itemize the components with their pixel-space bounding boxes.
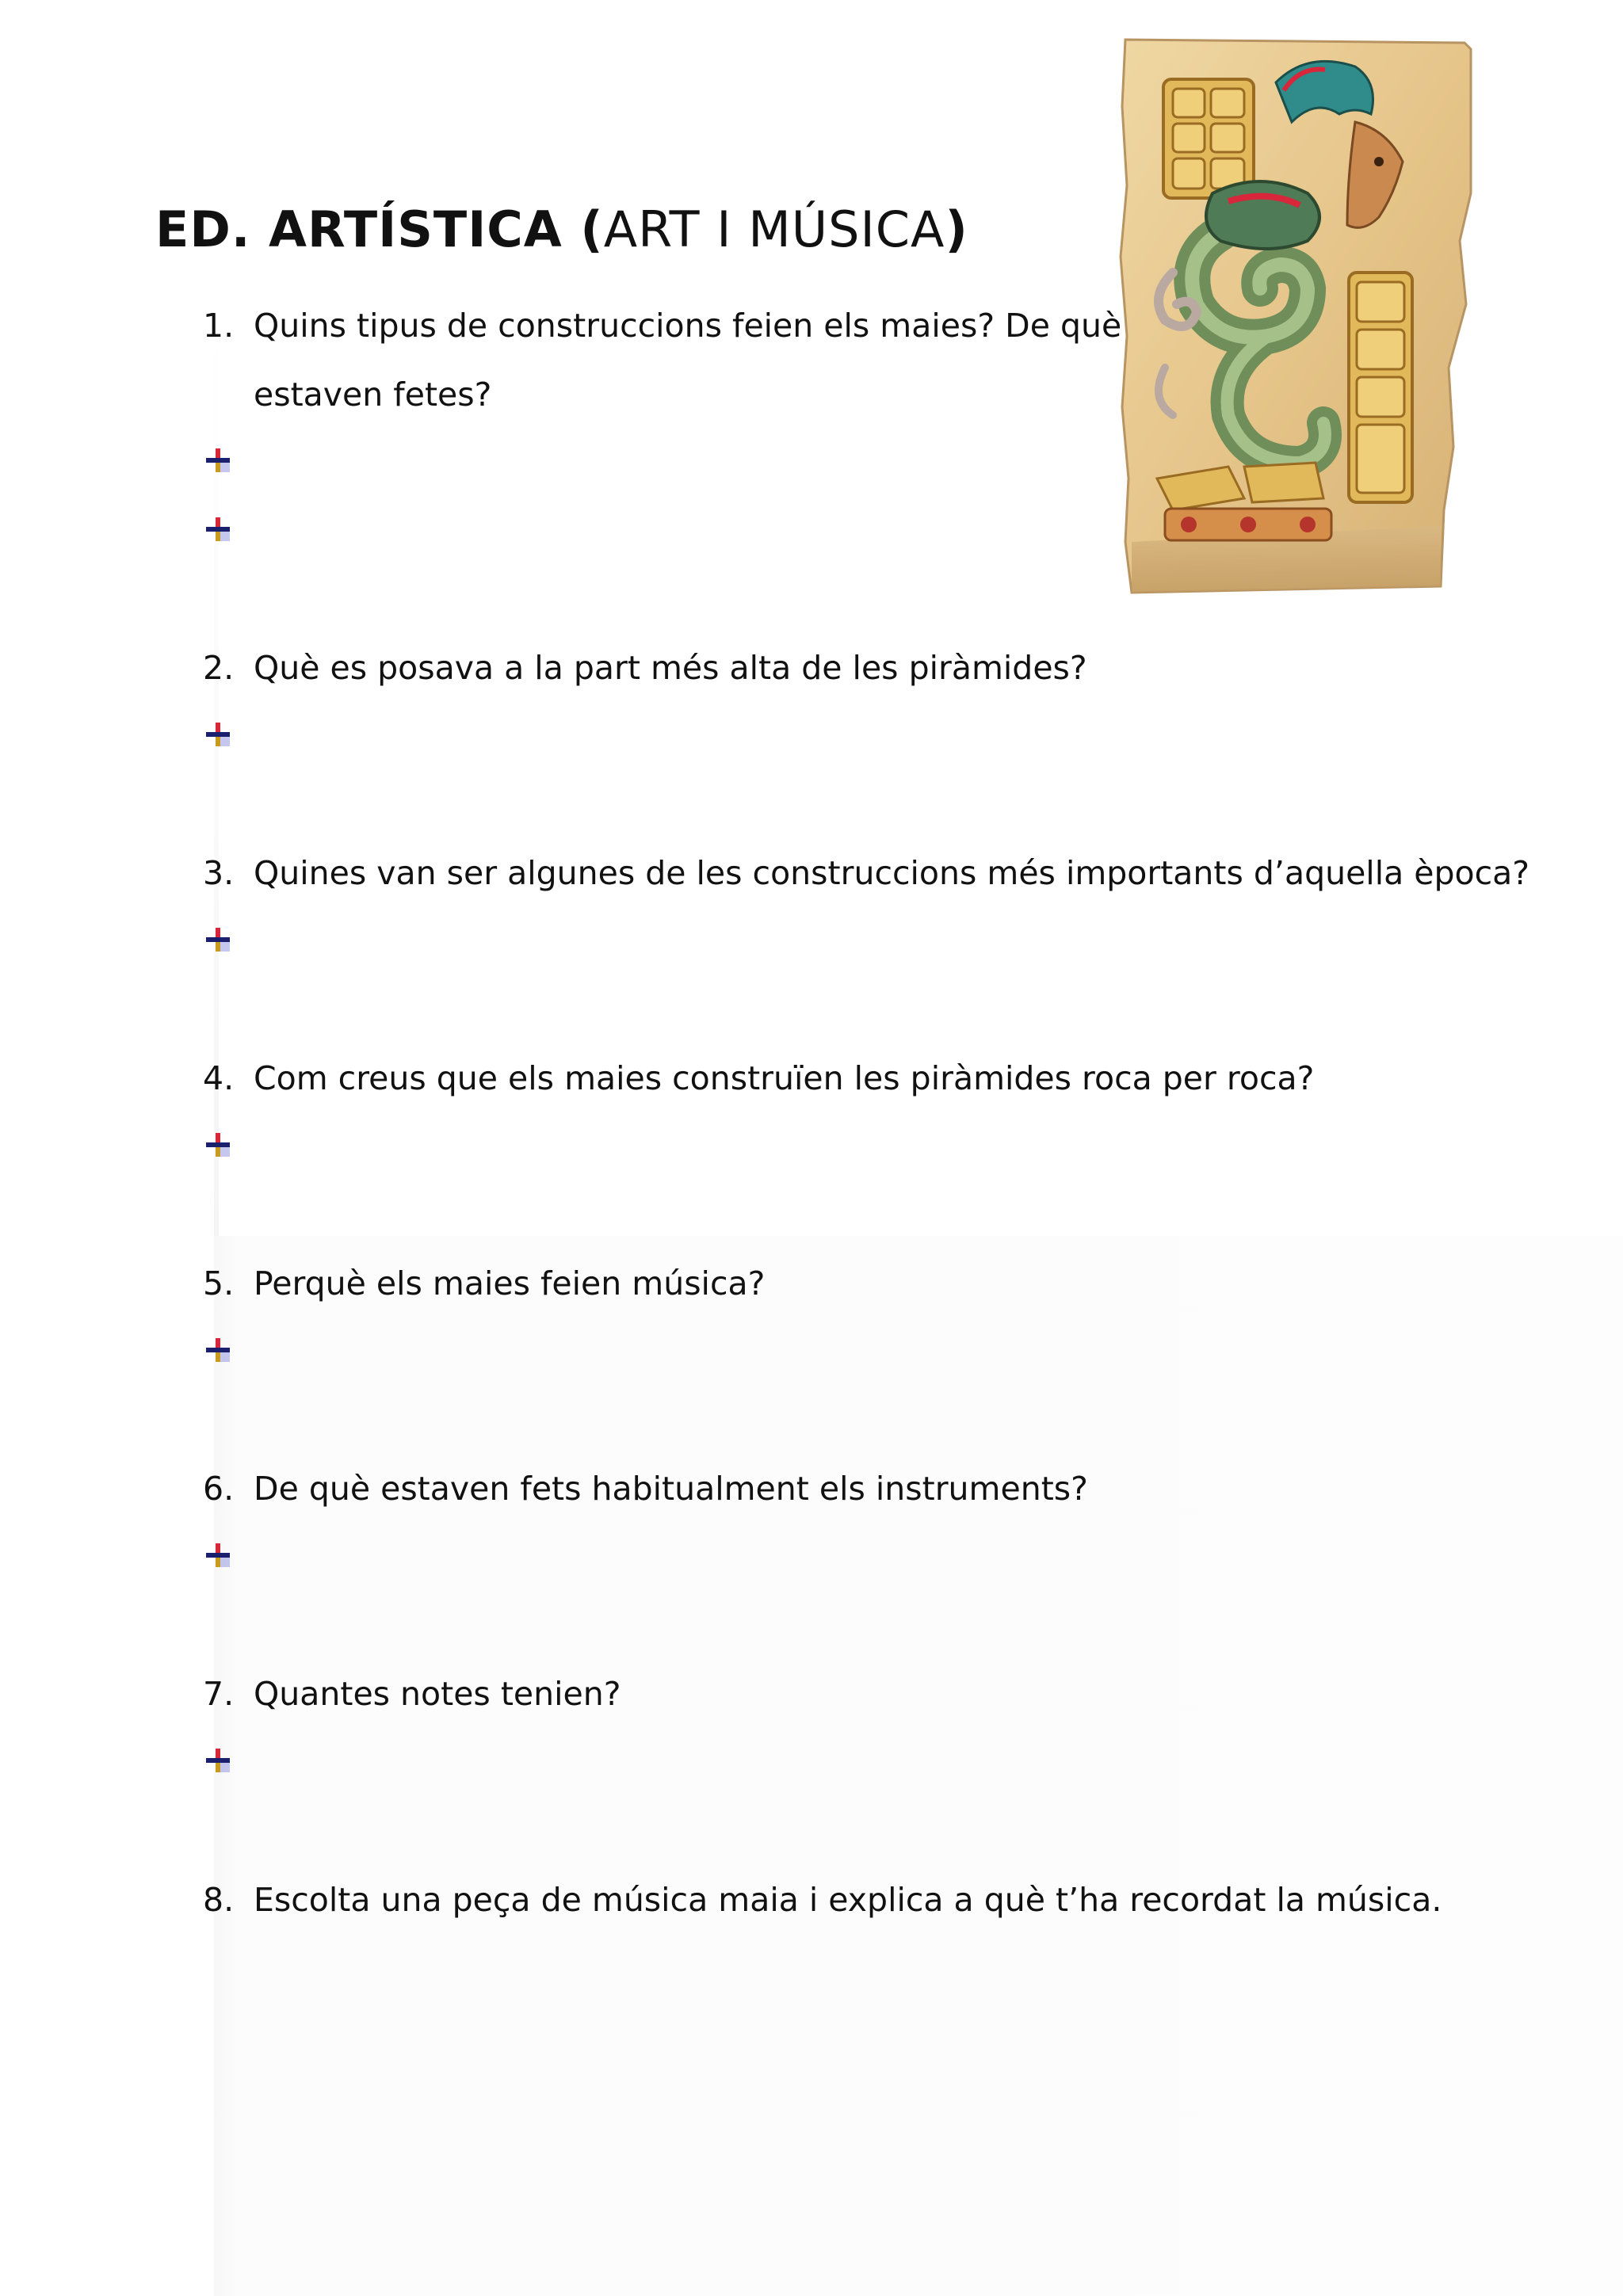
question-text: Què es posava a la part més alta de les piràmides? — [254, 649, 1087, 687]
title-light: ART I MÚSICA — [603, 200, 945, 258]
colored-cross-bullet-icon — [204, 926, 231, 953]
question-3 — [203, 851, 1529, 895]
colored-cross-bullet-icon — [204, 1542, 231, 1569]
colored-cross-bullet-icon — [204, 1747, 231, 1774]
question-text: Quins tipus de construccions feien els maies? De què — [254, 307, 1122, 345]
title-close-paren: ) — [945, 200, 968, 258]
title-bold: ED. ARTÍSTICA ( — [155, 200, 604, 258]
maya-relief-illustration — [1117, 35, 1478, 599]
question-number: 8. — [203, 1881, 235, 1919]
question-1 — [203, 303, 1121, 348]
question-text: De què estaven fets habitualment els instruments? — [254, 1470, 1088, 1508]
question-number: 4. — [203, 1059, 235, 1097]
question-number: 5. — [203, 1264, 235, 1302]
question-7 — [203, 1672, 621, 1716]
question-1-continued: estaven fetes? — [254, 376, 492, 414]
page-shadow — [214, 1236, 1623, 2296]
question-text: Perquè els maies feien música? — [254, 1264, 766, 1302]
colored-cross-bullet-icon — [204, 447, 231, 474]
question-text: Com creus que els maies construïen les piràmides roca per roca? — [254, 1059, 1315, 1097]
question-number: 3. — [203, 854, 235, 892]
page-title — [155, 198, 968, 261]
question-text: Quantes notes tenien? — [254, 1675, 621, 1713]
question-number: 7. — [203, 1675, 235, 1713]
question-text: Escolta una peça de música maia i explica a què t’ha recordat la música. — [254, 1881, 1442, 1919]
question-4 — [203, 1056, 1314, 1100]
colored-cross-bullet-icon — [204, 1131, 231, 1158]
question-number: 6. — [203, 1470, 235, 1508]
question-8 — [203, 1878, 1442, 1922]
colored-cross-bullet-icon — [204, 1337, 231, 1363]
colored-cross-bullet-icon — [204, 516, 231, 543]
question-number: 2. — [203, 649, 235, 687]
question-2 — [203, 646, 1087, 690]
colored-cross-bullet-icon — [204, 721, 231, 748]
question-number: 1. — [203, 307, 235, 345]
question-text: Quines van ser algunes de les construccions més importants d’aquella època? — [254, 854, 1530, 892]
question-5 — [203, 1261, 765, 1306]
question-6 — [203, 1466, 1088, 1511]
